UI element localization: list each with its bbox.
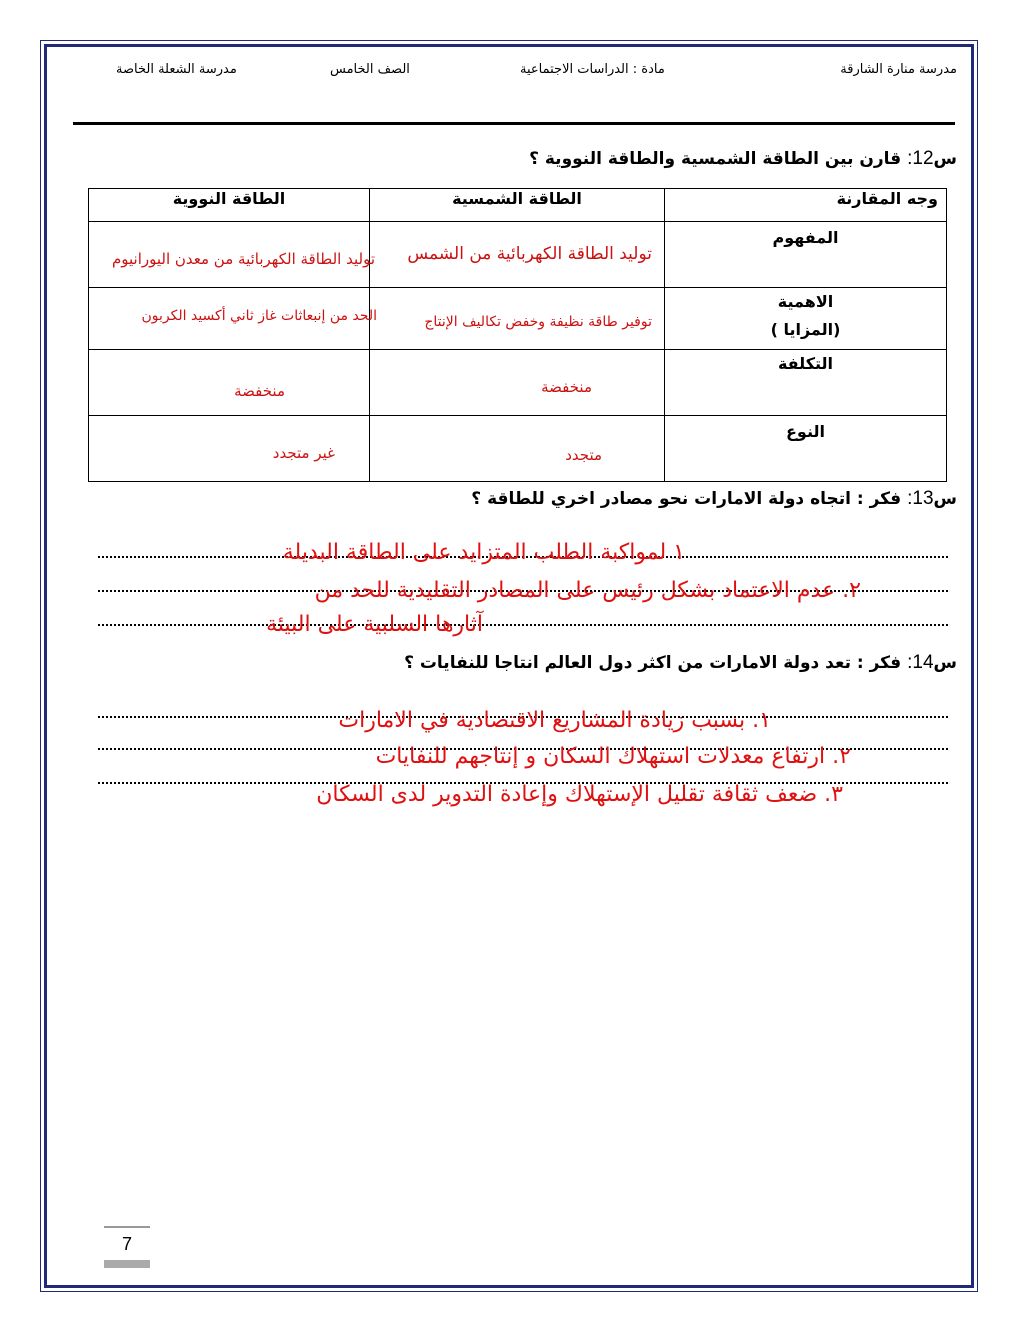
solar-concept: توليد الطاقة الكهربائية من الشمس — [407, 244, 652, 264]
table-row — [89, 350, 947, 416]
table-row — [89, 416, 947, 482]
solar-cost: منخفضة — [541, 378, 592, 396]
nuclear-type: غير متجدد — [272, 444, 335, 462]
q13-answer-2: ٢. عدم الاعتماد بشكل رئيس على المصادر التقليدية للحد من — [314, 578, 861, 603]
page-number: 7 — [121, 1234, 132, 1254]
importance-label-advantages: (المزايا ) — [770, 320, 841, 339]
q13-label: س — [933, 489, 957, 509]
page-number-rule — [104, 1226, 150, 1228]
header-nuclear: الطاقة النووية — [89, 189, 370, 222]
header-solar: الطاقة الشمسية — [370, 189, 665, 222]
row-label-importance — [665, 288, 946, 344]
q14-answer-1: ١. بسبب زيادة المشاريع الاقتصادية في الامارات — [338, 708, 771, 733]
comparison-table — [88, 188, 947, 482]
q12-text: قارن بين الطاقة الشمسية والطاقة النووية ؟ — [529, 149, 908, 169]
q14-answer-2: ٢. ارتفاع معدلات استهلاك السكان و إنتاجهم للنفايات — [375, 744, 851, 769]
row-label-cost: التكلفة — [777, 354, 834, 373]
q12-label: س — [933, 149, 957, 169]
q13-answer-3: آثارها السلبية على البيئة — [266, 612, 483, 637]
header-school-right: مدرسة منارة الشارقة — [840, 62, 957, 77]
answer-line — [98, 624, 948, 626]
solar-importance: توفير طاقة نظيفة وخفض تكاليف الإنتاج — [424, 314, 652, 330]
importance-label: الاهمية — [777, 292, 834, 311]
table-header-row — [89, 189, 947, 222]
header-comparison: وجه المقارنة — [665, 189, 947, 222]
header-divider — [73, 122, 955, 125]
q13-answer-1: ١ لمواكبة الطلب المتزايد على الطاقة البديلة — [282, 540, 685, 565]
q13-number: 13: — [907, 488, 934, 509]
nuclear-importance: الحد من إنبعاثات غاز ثاني أكسيد الكربون — [141, 308, 377, 324]
question-13 — [471, 488, 957, 510]
nuclear-concept: توليد الطاقة الكهربائية من معدن اليورانيوم — [111, 250, 375, 268]
header-grade: الصف الخامس — [330, 62, 410, 77]
q13-text: فكر : اتجاه دولة الامارات نحو مصادر اخري للطاقة ؟ — [471, 489, 908, 509]
q14-label: س — [933, 653, 957, 673]
header-school-left: مدرسة الشعلة الخاصة — [116, 62, 237, 77]
table-row — [89, 288, 947, 350]
row-label-concept: المفهوم — [772, 228, 839, 247]
q12-number: 12: — [907, 148, 934, 169]
row-label-type: النوع — [786, 422, 825, 441]
q14-text: فكر : تعد دولة الامارات من اكثر دول العالم انتاجا للنفايات ؟ — [404, 653, 908, 673]
solar-type: متجدد — [565, 446, 602, 464]
question-12 — [529, 148, 957, 170]
question-14 — [404, 652, 957, 674]
q14-number: 14: — [907, 652, 934, 673]
q14-answer-3: ٣. ضعف ثقافة تقليل الإستهلاك وإعادة التدوير لدى السكان — [316, 782, 843, 807]
page-number-bar — [104, 1260, 150, 1268]
table-row — [89, 222, 947, 288]
nuclear-cost: منخفضة — [234, 382, 285, 400]
header-subject: مادة : الدراسات الاجتماعية — [520, 62, 665, 77]
